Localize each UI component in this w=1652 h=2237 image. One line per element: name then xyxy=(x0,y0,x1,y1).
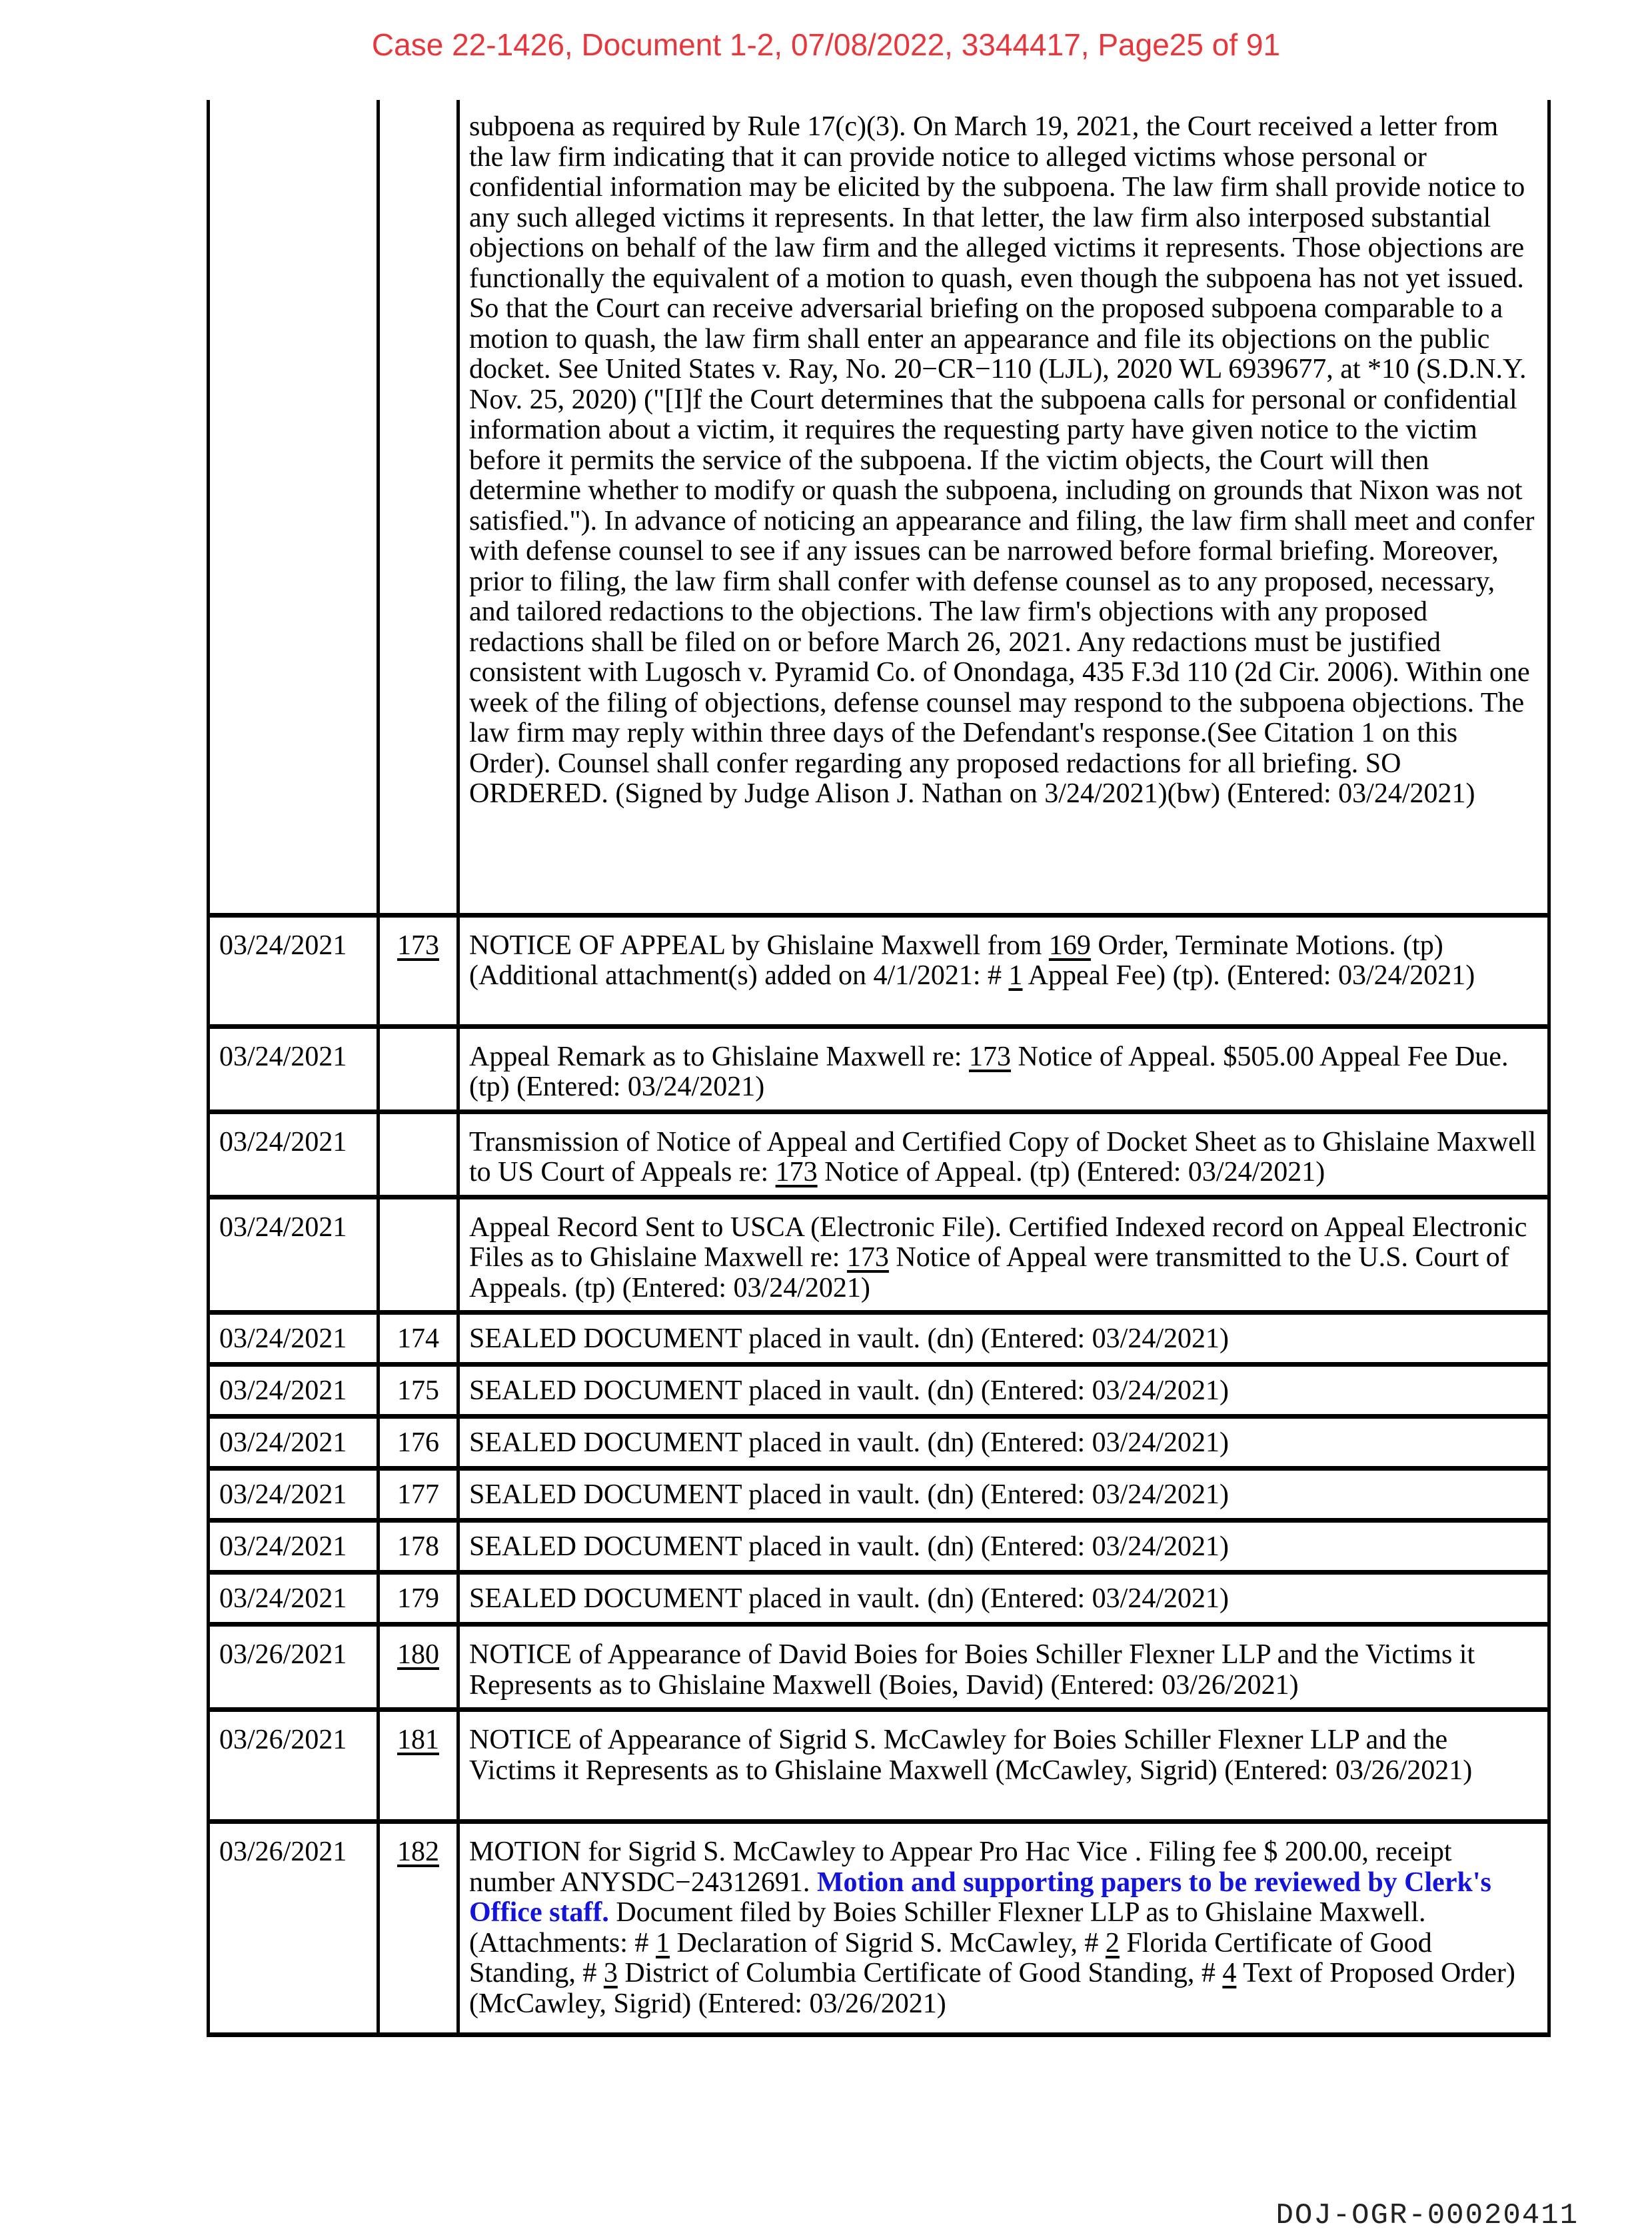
docket-table xyxy=(207,100,1551,2037)
entry-text: NOTICE of Appearance of David Boies for Boies Schiller Flexner LLP and the Victims it Represents as to Ghislaine Maxwell (Boies, David) (Entered: 03/26/2021) xyxy=(458,1625,1549,1710)
table-row xyxy=(209,1573,1549,1625)
docket-link-173[interactable]: 173 xyxy=(846,1242,889,1273)
entry-date: 03/24/2021 xyxy=(209,1365,379,1417)
entry-number: 176 xyxy=(379,1417,458,1469)
table-row xyxy=(209,1197,1549,1313)
table-row xyxy=(209,915,1549,1026)
table-row xyxy=(209,1112,1549,1197)
attachment-link-1[interactable]: 1 xyxy=(655,1927,670,1958)
entry-date xyxy=(209,100,379,915)
attachment-link-1[interactable]: 1 xyxy=(1008,960,1023,991)
case-header: Case 22-1426, Document 1-2, 07/08/2022, 3344417, Page25 of 91 xyxy=(371,27,1281,62)
entry-date: 03/26/2021 xyxy=(209,1625,379,1710)
entry-number: 177 xyxy=(379,1469,458,1521)
entry-date: 03/26/2021 xyxy=(209,1710,379,1822)
bates-number: DOJ-OGR-00020411 xyxy=(1275,2199,1579,2232)
entry-text: SEALED DOCUMENT placed in vault. (dn) (Entered: 03/24/2021) xyxy=(458,1313,1549,1365)
entry-date: 03/24/2021 xyxy=(209,915,379,1026)
table-row xyxy=(209,1313,1549,1365)
attachment-link-2[interactable]: 2 xyxy=(1105,1927,1120,1958)
entry-number: 179 xyxy=(379,1573,458,1625)
entry-text: SEALED DOCUMENT placed in vault. (dn) (Entered: 03/24/2021) xyxy=(458,1469,1549,1521)
entry-number: 178 xyxy=(379,1521,458,1573)
entry-text: MOTION for Sigrid S. McCawley to Appear Pro Hac Vice . Filing fee $ 200.00, receipt number ANYSDC−24312691. Motion and supporting papers to be reviewed by Clerk's Office staff. Document filed by Boies Schiller Flexner LLP as to Ghislaine Maxwell. (Attachments: # 1 Declaration of Sigrid S. McCawley, # 2 Florida Certificate of Good Standing, # 3 District of Columbia Certificate of Good Standing, # 4 Text of Proposed Order)(McCawley, Sigrid) (Entered: 03/26/2021) xyxy=(458,1822,1549,2035)
table-row xyxy=(209,1521,1549,1573)
entry-number xyxy=(379,1026,458,1112)
docket-link-173[interactable]: 173 xyxy=(968,1041,1011,1072)
docket-link-169[interactable]: 169 xyxy=(1048,930,1091,961)
entry-date: 03/24/2021 xyxy=(209,1573,379,1625)
entry-number: 174 xyxy=(379,1313,458,1365)
table-row xyxy=(209,1710,1549,1822)
table-row xyxy=(209,1365,1549,1417)
entry-text: Transmission of Notice of Appeal and Certified Copy of Docket Sheet as to Ghislaine Maxwell to US Court of Appeals re: 173 Notice of Appeal. (tp) (Entered: 03/24/2021) xyxy=(458,1112,1549,1197)
entry-number: 175 xyxy=(379,1365,458,1417)
attachment-link-4[interactable]: 4 xyxy=(1222,1958,1237,1988)
entry-text: SEALED DOCUMENT placed in vault. (dn) (Entered: 03/24/2021) xyxy=(458,1573,1549,1625)
entry-date: 03/26/2021 xyxy=(209,1822,379,2035)
entry-date: 03/24/2021 xyxy=(209,1469,379,1521)
entry-date: 03/24/2021 xyxy=(209,1112,379,1197)
entry-text: NOTICE OF APPEAL by Ghislaine Maxwell from 169 Order, Terminate Motions. (tp) (Additional attachment(s) added on 4/1/2021: # 1 Appeal Fee) (tp). (Entered: 03/24/2021) xyxy=(458,915,1549,1026)
entry-date: 03/24/2021 xyxy=(209,1521,379,1573)
entry-text: SEALED DOCUMENT placed in vault. (dn) (Entered: 03/24/2021) xyxy=(458,1365,1549,1417)
entry-date: 03/24/2021 xyxy=(209,1197,379,1313)
entry-number xyxy=(379,100,458,915)
table-row xyxy=(209,1822,1549,2035)
entry-text: NOTICE of Appearance of Sigrid S. McCawley for Boies Schiller Flexner LLP and the Victims it Represents as to Ghislaine Maxwell (McCawley, Sigrid) (Entered: 03/26/2021) xyxy=(458,1710,1549,1822)
docket-link-173[interactable]: 173 xyxy=(775,1157,818,1187)
table-row xyxy=(209,1625,1549,1710)
entry-date: 03/24/2021 xyxy=(209,1417,379,1469)
entry-number xyxy=(379,1112,458,1197)
clerk-review-notice: Motion and supporting papers to be reviewed by Clerk's Office staff. xyxy=(469,1866,1491,1928)
table-row xyxy=(209,1469,1549,1521)
docket-link-180[interactable]: 180 xyxy=(397,1639,439,1670)
entry-date: 03/24/2021 xyxy=(209,1313,379,1365)
docket-link-181[interactable]: 181 xyxy=(397,1725,439,1755)
entry-text: Appeal Remark as to Ghislaine Maxwell re: 173 Notice of Appeal. $505.00 Appeal Fee Due. (tp) (Entered: 03/24/2021) xyxy=(458,1026,1549,1112)
entry-text: SEALED DOCUMENT placed in vault. (dn) (Entered: 03/24/2021) xyxy=(458,1417,1549,1469)
table-row xyxy=(209,1417,1549,1469)
attachment-link-3[interactable]: 3 xyxy=(603,1958,618,1988)
table-row xyxy=(209,100,1549,915)
entry-text: SEALED DOCUMENT placed in vault. (dn) (Entered: 03/24/2021) xyxy=(458,1521,1549,1573)
entry-number xyxy=(379,1197,458,1313)
entry-date: 03/24/2021 xyxy=(209,1026,379,1112)
table-row xyxy=(209,1026,1549,1112)
entry-text: Appeal Record Sent to USCA (Electronic File). Certified Indexed record on Appeal Electronic Files as to Ghislaine Maxwell re: 173 Notice of Appeal were transmitted to the U.S. Court of Appeals. (tp) (Entered: 03/24/2021) xyxy=(458,1197,1549,1313)
docket-link-182[interactable]: 182 xyxy=(397,1837,439,1867)
docket-link-173[interactable]: 173 xyxy=(397,930,439,961)
entry-text: subpoena as required by Rule 17(c)(3). On March 19, 2021, the Court received a letter from the law firm indicating that it can provide notice to alleged victims whose personal or confidential information may be elicited by the subpoena. The law firm shall provide notice to any such alleged victims it represents. In that letter, the law firm also interposed substantial objections on behalf of the law firm and the alleged victims it represents. Those objections are functionally the equivalent of a motion to quash, even though the subpoena has not yet issued. So that the Court can receive adversarial briefing on the proposed subpoena comparable to a motion to quash, the law firm shall enter an appearance and file its objections on the public docket. See United States v. Ray, No. 20−CR−110 (LJL), 2020 WL 6939677, at *10 (S.D.N.Y. Nov. 25, 2020) ("[I]f the Court determines that the subpoena calls for personal or confidential information about a victim, it requires the requesting party have given notice to the victim before it permits the service of the subpoena. If the victim objects, the Court will then determine whether to modify or quash the subpoena, including on grounds that Nixon was not satisfied."). In advance of noticing an appearance and filing, the law firm shall meet and confer with defense counsel to see if any issues can be narrowed before formal briefing. Moreover, prior to filing, the law firm shall confer with defense counsel as to any proposed, necessary, and tailored redactions to the objections. The law firm's objections with any proposed redactions shall be filed on or before March 26, 2021. Any redactions must be justified consistent with Lugosch v. Pyramid Co. of Onondaga, 435 F.3d 110 (2d Cir. 2006). Within one week of the filing of objections, defense counsel may respond to the subpoena objections. The law firm may reply within three days of the Defendant's response.(See Citation 1 on this Order). Counsel shall confer regarding any proposed redactions for all briefing. SO ORDERED. (Signed by Judge Alison J. Nathan on 3/24/2021)(bw) (Entered: 03/24/2021) xyxy=(458,100,1549,915)
